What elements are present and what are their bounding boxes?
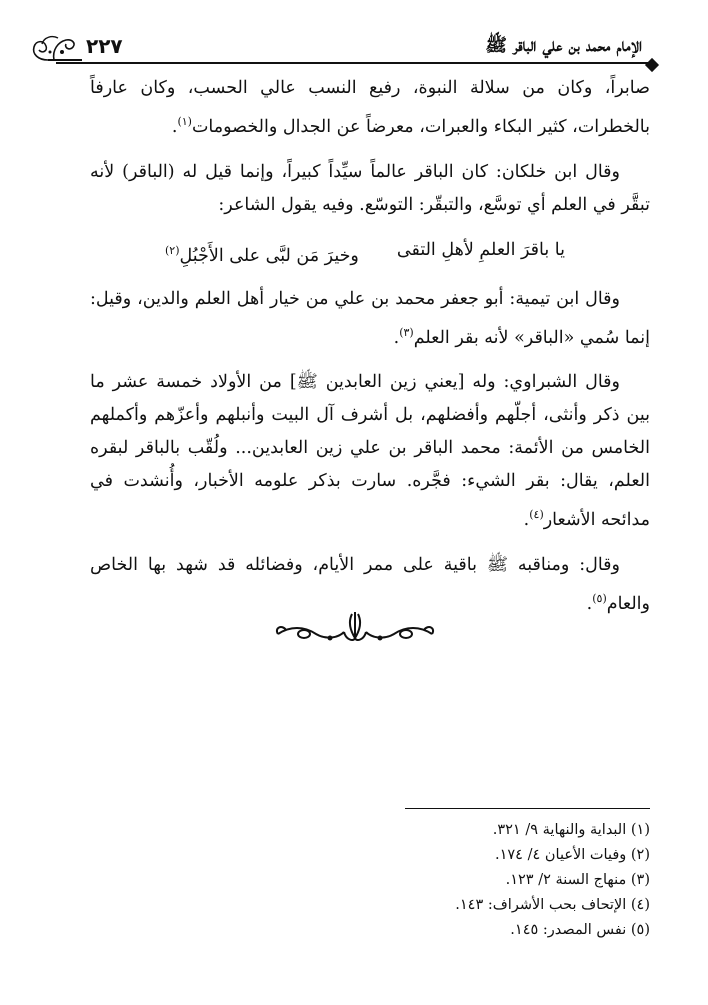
verse-hemistich-1: يا باقرَ العلمِ لأهلِ التقى [396, 239, 566, 260]
footnote-2: (٢) وفيات الأعيان ٤/ ١٧٤. [494, 847, 650, 863]
footnote-ref: (٢) [164, 243, 180, 257]
footnote-5: (٥) نفس المصدر: ١٤٥. [510, 922, 650, 938]
footnote-ref: (١) [177, 115, 192, 128]
paragraph-3: وقال ابن تيمية: أبو جعفر محمد بن علي من خيار أهل العلم والدين، وقيل: إنما سُمي «الباقر» لأنه بقر العلم$^{(٣)}$. [90, 288, 650, 348]
verse-hemistich-2: وخيرَ مَن لبَّى على الأَجْبُلِ$^{(٢)}$ [164, 243, 359, 266]
paragraph-2: وقال ابن خلكان: كان الباقر عالماً سيِّداً كبيراً، وإنما قيل له (الباقر) لأنه تبقَّر في العلم أي توسَّع، والتبقّر: التوسّع. وفيه يقول الشاعر: [90, 161, 650, 215]
running-title: الإمام محمد بن علي الباقر ﷺ [485, 35, 642, 56]
footnote-ref: (٤) [529, 508, 544, 522]
footnotes [455, 818, 650, 943]
header-diamond-icon [645, 58, 659, 72]
footnote-ref: (٥) [592, 592, 607, 606]
paragraph-5: وقال: ومناقبه ﷺ باقية على ممر الأيام، وفضائله قد شهد بها الخاص والعام$^{(٥)}$. [90, 555, 650, 615]
section-separator-ornament-icon [270, 608, 440, 648]
paragraph-4: وقال الشبراوي: وله [يعني زين العابدين ﷺ] من الأولاد خمسة عشر ما بين ذكر وأنثى، أجلّهم وأفضلهم، بل أشرف آل البيت وأنبلهم وأعزّهم وأكملهم الخامس من الأئمة: محمد الباقر بن علي زين العابدين... ولُقّب بالباقر لبقره العلم، يقال: بقر الشيء: فجَّره. سارت بذكر علومه الأخبار، وأُنشدت في مدائحه الأشعار$^{(٤)}$. [90, 372, 650, 531]
footnote-ref: (٣) [399, 325, 414, 339]
footnote-divider [405, 808, 650, 809]
page-header [28, 30, 650, 64]
poem-verse [90, 234, 650, 273]
footnote-4: (٤) الإتحاف بحب الأشراف: ١٤٣. [455, 897, 650, 913]
footnote-1: (١) البداية والنهاية ٩/ ٣٢١. [492, 822, 650, 838]
page-number: ٢٢٧ [86, 34, 123, 58]
main-text [90, 72, 650, 633]
footnote-3: (٣) منهاج السنة ٢/ ١٢٣. [505, 872, 650, 888]
paragraph-1: صابراً، وكان من سلالة النبوة، رفيع النسب عالي الحسب، وكان عارفاً بالخطرات، كثير البكاء والعبرات، معرضاً عن الجدال والخصومات$^{(١)}$. [90, 78, 650, 137]
header-rule [56, 62, 650, 64]
corner-ornament-icon [28, 34, 84, 64]
